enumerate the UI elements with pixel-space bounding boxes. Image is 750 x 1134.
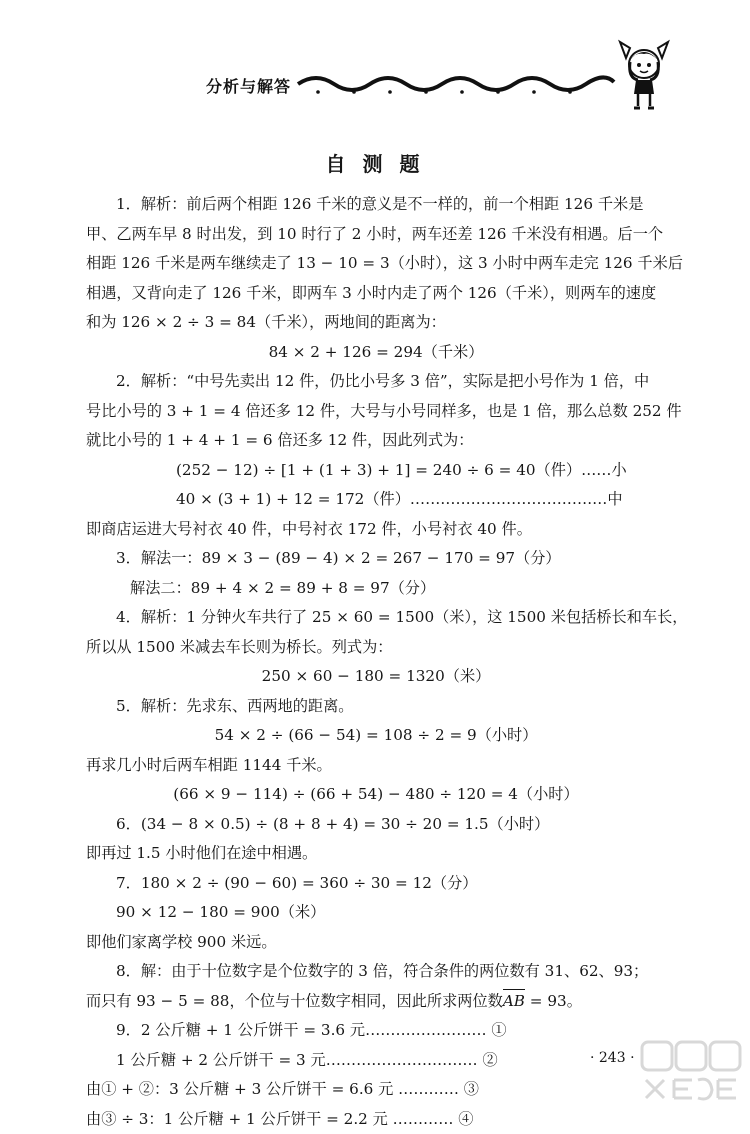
problem-8-line-2-end: = 93。 — [525, 992, 582, 1010]
problem-8-line-2 — [86, 987, 666, 1017]
problem-2-equation-1-text: (252 − 12) ÷ [1 + (1 + 3) + 1] = 240 ÷ 6 = 40（件）…… — [86, 456, 611, 486]
problem-1-line-1: 1．解析：前后两个相距 126 千米的意义是不一样的，前一个相距 126 千米是 — [86, 190, 666, 220]
problem-8-line-2-text: 而只有 93 − 5 = 88，个位与十位数字相同，因此所求两位数 — [86, 992, 503, 1010]
problem-9-line-2 — [86, 1046, 666, 1076]
problem-8-line-1: 8．解：由于十位数字是个位数字的 3 倍，符合条件的两位数有 31、62、93； — [86, 957, 666, 987]
problem-9-line-2-text: 1 公斤糖 + 2 公斤饼干 = 3 元………………………… — [116, 1051, 482, 1069]
problem-2-equation-1-tag: 小 — [611, 456, 626, 486]
problem-3-line-2: 解法二：89 + 4 × 2 = 89 + 8 = 97（分） — [86, 574, 666, 604]
circled-4-tag: ④ — [458, 1110, 473, 1128]
problem-9-line-1-text: 9．2 公斤糖 + 1 公斤饼干 = 3.6 元…………………… — [116, 1021, 491, 1039]
problem-3-line-1: 3．解法一：89 × 3 − (89 − 4) × 2 = 267 − 170 = 97（分） — [86, 544, 666, 574]
problem-1-line-5: 和为 126 × 2 ÷ 3 = 84（千米），两地间的距离为： — [86, 308, 666, 338]
cartoon-girl-mascot-icon — [616, 38, 672, 112]
problem-5-line-2: 再求几小时后两车相距 1144 千米。 — [86, 751, 666, 781]
problem-4-line-2: 所以从 1500 米减去车长则为桥长。列式为： — [86, 633, 666, 663]
problem-9-line-4-text: 由③ ÷ 3：1 公斤糖 + 1 公斤饼干 = 2.2 元 ………… — [86, 1110, 458, 1128]
watermark-logo-icon — [636, 1036, 746, 1102]
problem-4-line-1: 4．解析：1 分钟火车共行了 25 × 60 = 1500（米），这 1500 米包括桥长和车长， — [86, 603, 666, 633]
section-title: 自 测 题 — [0, 148, 750, 177]
page-number: · 243 · — [590, 1050, 635, 1066]
problem-7-line-2: 90 × 12 − 180 = 900（米） — [86, 898, 666, 928]
problem-7-line-3: 即他们家离学校 900 米远。 — [86, 928, 666, 958]
problem-7-line-1: 7．180 × 2 ÷ (90 − 60) = 360 ÷ 30 = 12（分） — [86, 869, 666, 899]
page-header — [0, 0, 750, 120]
circled-2-tag: ② — [482, 1051, 497, 1069]
circled-3-tag: ③ — [464, 1080, 479, 1098]
problem-5-equation-2: (66 × 9 − 114) ÷ (66 + 54) − 480 ÷ 120 = 4（小时） — [86, 780, 666, 810]
problem-6-line-1: 6．(34 − 8 × 0.5) ÷ (8 + 8 + 4) = 30 ÷ 20 = 1.5（小时） — [86, 810, 666, 840]
problem-2-equation-2-text: 40 × (3 + 1) + 12 = 172（件）………………………………… — [86, 485, 607, 515]
problem-4-equation: 250 × 60 − 180 = 1320（米） — [86, 662, 666, 692]
problem-9-line-4 — [86, 1105, 666, 1134]
problem-2-line-4: 即商店运进大号衬衣 40 件，中号衬衣 172 件，小号衬衣 40 件。 — [86, 515, 666, 545]
problem-1-equation: 84 × 2 + 126 = 294（千米） — [86, 338, 666, 368]
problem-2-line-2: 号比小号的 3 + 1 = 4 倍还多 12 件，大号与小号同样多，也是 1 倍，那么总数 252 件 — [86, 397, 666, 427]
problem-5-equation-1: 54 × 2 ÷ (66 − 54) = 108 ÷ 2 = 9（小时） — [86, 721, 666, 751]
problem-6-line-2: 即再过 1.5 小时他们在途中相遇。 — [86, 839, 666, 869]
problem-1-line-4: 相遇，又背向走了 126 千米，即两车 3 小时内走了两个 126（千米），则两车的速度 — [86, 279, 666, 309]
wavy-divider-decoration — [296, 70, 616, 98]
problem-1-line-3: 相距 126 千米是两车继续走了 13 − 10 = 3（小时），这 3 小时中两车走完 126 千米后 — [86, 249, 666, 279]
circled-1-tag: ① — [491, 1021, 506, 1039]
problem-5-line-1: 5．解析：先求东、西两地的距离。 — [86, 692, 666, 722]
header-title: 分析与解答 — [206, 74, 291, 97]
problem-2-equation-1 — [86, 456, 666, 486]
overlined-ab: AB — [503, 987, 525, 1017]
problem-1-line-2: 甲、乙两车早 8 时出发，到 10 时行了 2 小时，两车还差 126 千米没有相遇。后一个 — [86, 220, 666, 250]
problem-2-line-3: 就比小号的 1 + 4 + 1 = 6 倍还多 12 件，因此列式为： — [86, 426, 666, 456]
problem-9-line-1 — [86, 1016, 666, 1046]
problem-2-line-1: 2．解析：“中号先卖出 12 件，仍比小号多 3 倍”，实际是把小号作为 1 倍，中 — [86, 367, 666, 397]
problem-9-line-3-text: 由① + ②：3 公斤糖 + 3 公斤饼干 = 6.6 元 ………… — [86, 1080, 464, 1098]
problem-9-line-3 — [86, 1075, 666, 1105]
problem-2-equation-2 — [86, 485, 666, 515]
answer-content — [86, 190, 666, 1134]
problem-2-equation-2-tag: 中 — [607, 485, 622, 515]
